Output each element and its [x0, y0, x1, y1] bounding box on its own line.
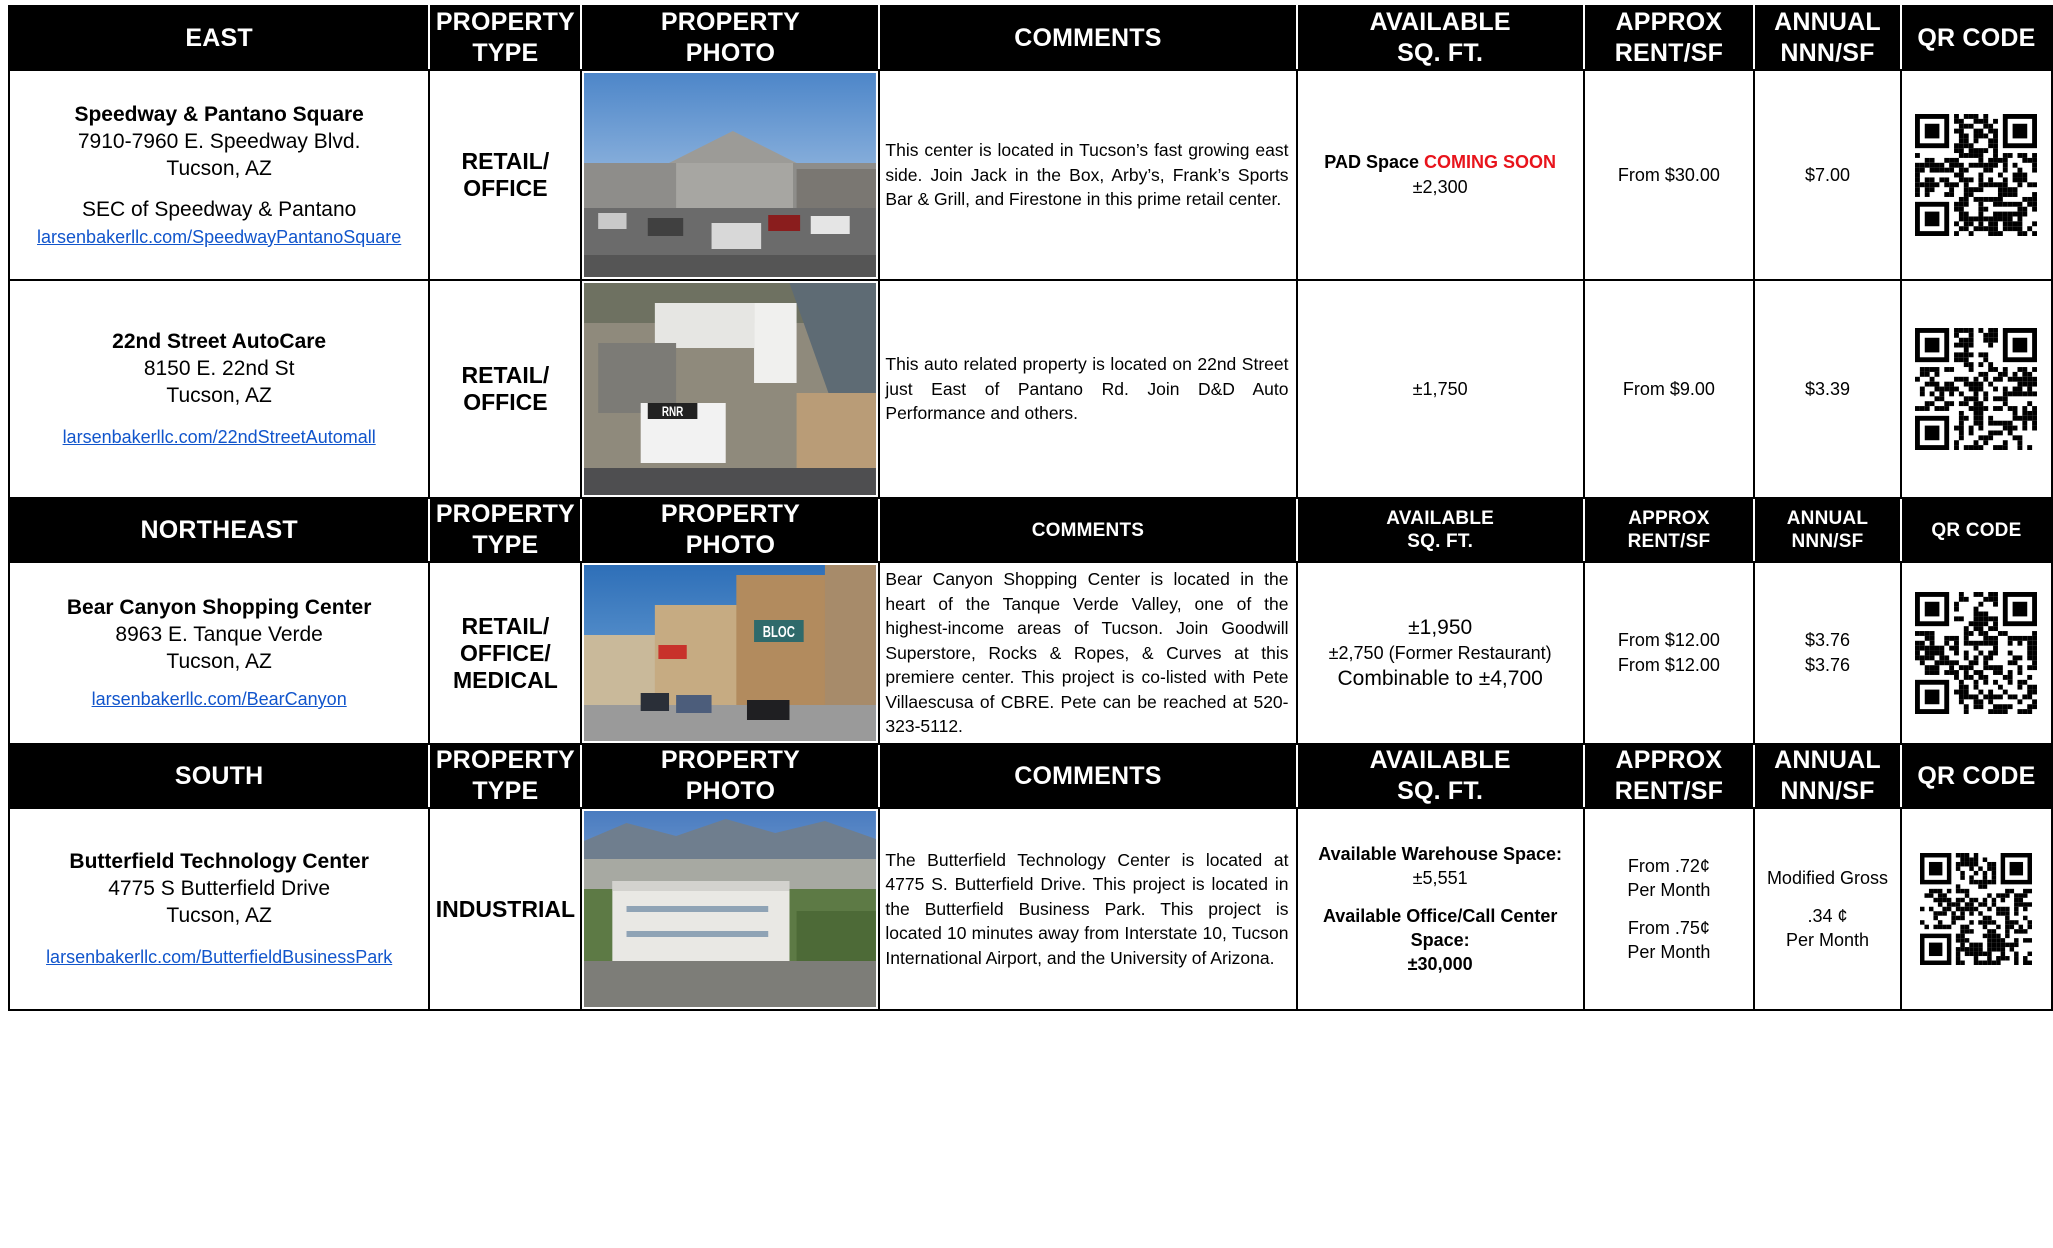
- comments-header: COMMENTS: [879, 498, 1296, 562]
- annual-nnn: Modified Gross .34 ¢ Per Month: [1754, 808, 1901, 1010]
- available-sqft-header: AVAILABLE SQ. FT.: [1297, 498, 1584, 562]
- annual-nnn-header: ANNUAL NNN/SF: [1754, 6, 1901, 70]
- section-header-east: [9, 6, 2052, 70]
- region-header: NORTHEAST: [9, 498, 429, 562]
- listing-row-22nd-street: [9, 280, 2052, 498]
- qr-code[interactable]: [1901, 280, 2052, 498]
- tech-center-photo: [584, 811, 876, 1007]
- property-photo: [581, 70, 879, 280]
- available-sqft: ±1,950 ±2,750 (Former Restaurant) Combinable to ±4,700: [1297, 562, 1584, 744]
- qr-code[interactable]: [1901, 70, 2052, 280]
- comments-header: COMMENTS: [879, 6, 1296, 70]
- qr-code[interactable]: [1901, 562, 2052, 744]
- property-type: INDUSTRIAL: [429, 808, 581, 1010]
- property-address: 7910-7960 E. Speedway Blvd.: [77, 129, 361, 153]
- location-cell: [9, 280, 429, 498]
- listing-row-speedway: [9, 70, 2052, 280]
- property-comment: Bear Canyon Shopping Center is located in the heart of the Tanque Verde Valley, one of the highest-income areas of Tucson. Join Goodwill Superstore, Rocks & Ropes, & Curves at this premiere center. This project is co-listed with Pete Villaescusa of CBRE. Pete can be reached at 520-323-5112.: [879, 562, 1296, 744]
- property-photo-header: PROPERTY PHOTO: [581, 498, 879, 562]
- property-type: RETAIL/ OFFICE: [429, 280, 581, 498]
- property-address: 8963 E. Tanque Verde: [115, 623, 323, 646]
- property-name: Butterfield Technology Center: [69, 850, 369, 873]
- property-type-header: PROPERTY TYPE: [429, 498, 581, 562]
- approx-rent: From $12.00 From $12.00: [1584, 562, 1754, 744]
- shopping-center-photo: [584, 565, 876, 741]
- property-link[interactable]: larsenbakerllc.com/22ndStreetAutomall: [62, 427, 376, 447]
- location-cell: [9, 562, 429, 744]
- qr-code-header: QR CODE: [1901, 6, 2052, 70]
- property-comment: This center is located in Tucson’s fast growing east side. Join Jack in the Box, Arby’s, Frank’s Sports Bar & Grill, and Firestone in this prime retail center.: [879, 70, 1296, 280]
- property-city: Tucson, AZ: [166, 384, 272, 407]
- property-photo-header: PROPERTY PHOTO: [581, 6, 879, 70]
- property-photo: [581, 562, 879, 744]
- property-name: Speedway & Pantano Square: [74, 102, 364, 126]
- property-note: SEC of Speedway & Pantano: [81, 197, 357, 221]
- available-sqft: Available Warehouse Space: ±5,551 Available Office/Call Center Space: ±30,000: [1297, 808, 1584, 1010]
- approx-rent: From $30.00: [1584, 70, 1754, 280]
- listings-table: [8, 5, 2053, 1011]
- property-photo-header: PROPERTY PHOTO: [581, 744, 879, 808]
- location-cell: [9, 70, 429, 280]
- property-city: Tucson, AZ: [166, 904, 272, 927]
- approx-rent-header: APPROX RENT/SF: [1584, 498, 1754, 562]
- available-sqft-header: AVAILABLE SQ. FT.: [1297, 6, 1584, 70]
- property-type-header: PROPERTY TYPE: [429, 6, 581, 70]
- section-header-south: [9, 744, 2052, 808]
- property-type: RETAIL/ OFFICE/ MEDICAL: [429, 562, 581, 744]
- property-photo: [581, 280, 879, 498]
- available-sqft-header: AVAILABLE SQ. FT.: [1297, 744, 1584, 808]
- qr-code-icon: [1920, 853, 2032, 965]
- property-type-header: PROPERTY TYPE: [429, 744, 581, 808]
- annual-nnn: $3.39: [1754, 280, 1901, 498]
- location-cell: [9, 808, 429, 1010]
- property-city: Tucson, AZ: [166, 650, 272, 673]
- available-sqft: PAD Space COMING SOON ±2,300: [1297, 70, 1584, 280]
- annual-nnn-header: ANNUAL NNN/SF: [1754, 744, 1901, 808]
- qr-code-icon: [1915, 592, 2037, 714]
- property-comment: The Butterfield Technology Center is located at 4775 S. Butterfield Drive. This project is located in the Butterfield Business Park. This project is located 10 minutes away from Interstate 10, Tucson International Airport, and the University of Arizona.: [879, 808, 1296, 1010]
- approx-rent-header: APPROX RENT/SF: [1584, 6, 1754, 70]
- available-sqft: ±1,750: [1297, 280, 1584, 498]
- property-address: 4775 S Butterfield Drive: [108, 877, 331, 900]
- property-link[interactable]: larsenbakerllc.com/BearCanyon: [91, 689, 347, 709]
- strip-mall-photo: [584, 73, 876, 277]
- approx-rent-header: APPROX RENT/SF: [1584, 744, 1754, 808]
- approx-rent: From .72¢ Per Month From .75¢ Per Month: [1584, 808, 1754, 1010]
- property-address: 8150 E. 22nd St: [143, 357, 295, 380]
- property-comment: This auto related property is located on 22nd Street just East of Pantano Rd. Join D&D Auto Performance and others.: [879, 280, 1296, 498]
- property-link[interactable]: larsenbakerllc.com/SpeedwayPantanoSquare: [37, 226, 402, 247]
- region-header: SOUTH: [9, 744, 429, 808]
- region-header: EAST: [9, 6, 429, 70]
- listing-row-butterfield: [9, 808, 2052, 1010]
- annual-nnn-header: ANNUAL NNN/SF: [1754, 498, 1901, 562]
- qr-code-header: QR CODE: [1901, 744, 2052, 808]
- property-type: RETAIL/ OFFICE: [429, 70, 581, 280]
- property-city: Tucson, AZ: [166, 156, 272, 180]
- listing-row-bear-canyon: [9, 562, 2052, 744]
- property-link[interactable]: larsenbakerllc.com/ButterfieldBusinessPark: [46, 947, 393, 967]
- approx-rent: From $9.00: [1584, 280, 1754, 498]
- photo-sign: RNR: [662, 403, 684, 420]
- annual-nnn: $3.76 $3.76: [1754, 562, 1901, 744]
- property-name: Bear Canyon Shopping Center: [66, 596, 372, 619]
- section-header-northeast: [9, 498, 2052, 562]
- qr-code-header: QR CODE: [1901, 498, 2052, 562]
- annual-nnn: $7.00: [1754, 70, 1901, 280]
- photo-sign: BLOC: [763, 621, 796, 641]
- comments-header: COMMENTS: [879, 744, 1296, 808]
- qr-code-icon: [1915, 328, 2037, 450]
- property-photo: [581, 808, 879, 1010]
- qr-code-icon: [1915, 114, 2037, 236]
- qr-code[interactable]: [1901, 808, 2052, 1010]
- property-name: 22nd Street AutoCare: [112, 330, 327, 353]
- aerial-photo: [584, 283, 876, 495]
- status-badge: COMING SOON: [1424, 152, 1557, 172]
